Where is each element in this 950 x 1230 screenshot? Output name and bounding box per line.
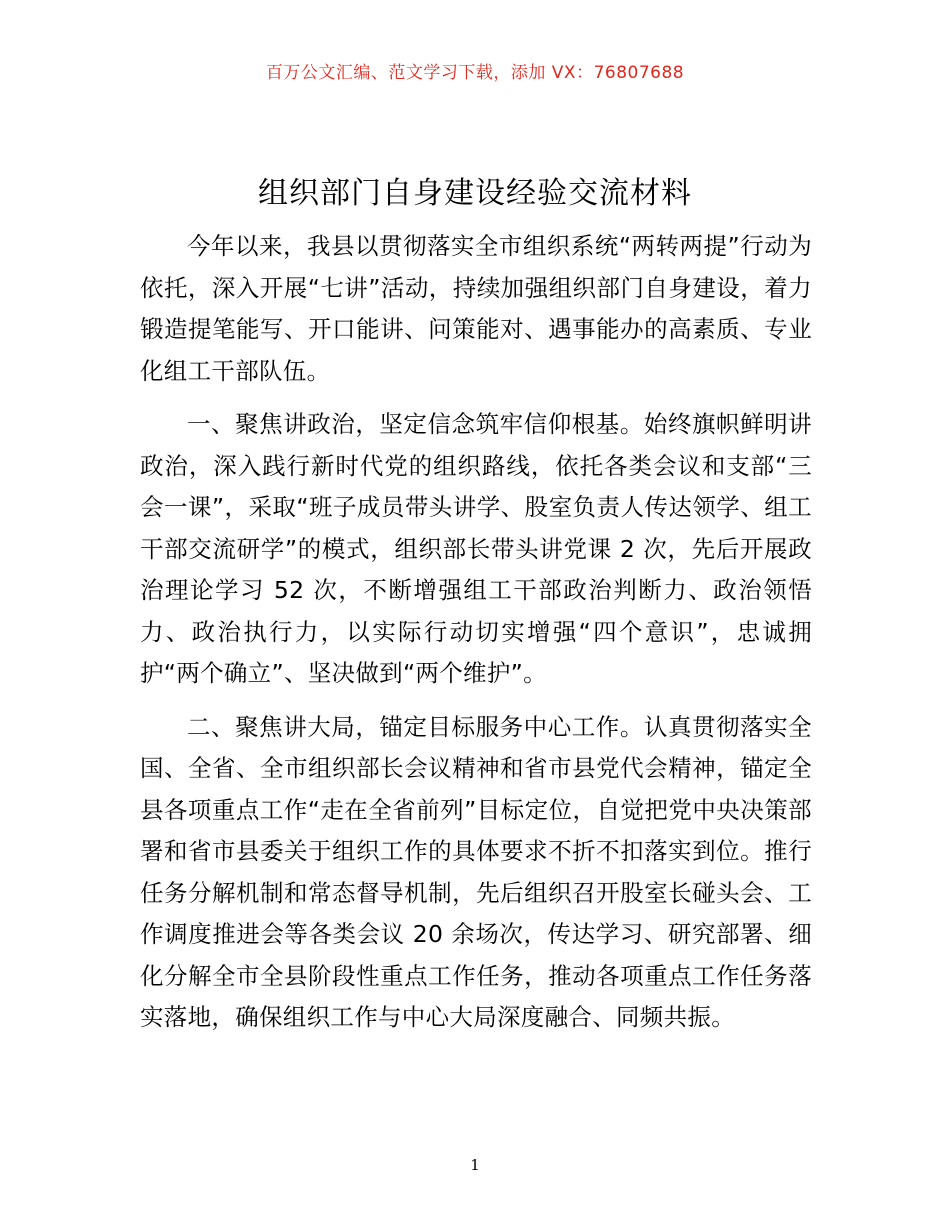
paragraph-section-1: 一、聚焦讲政治，坚定信念筑牢信仰根基。始终旗帜鲜明讲政治，深入践行新时代党的组织路线，依托各类会议和支部“三会一课”，采取“班子成员带头讲学、股室负责人传达领学、组工干部交流研学”的模式，组织部长带头讲党课 2 次，先后开展政治理论学习 52 次，不断增强组工干部政治判断力、政治领悟力、政治执行力，以实际行动切实增强“四个意识”，忠诚拥护“两个确立”、坚决做到“两个维护”。 <box>140 410 812 687</box>
document-body <box>140 226 812 1051</box>
page-number: 1 <box>470 1156 480 1174</box>
paragraph-section-2: 二、聚焦讲大局，锚定目标服务中心工作。认真贯彻落实全国、全省、全市组织部长会议精神和省市县党代会精神，锚定全县各项重点工作“走在全省前列”目标定位，自觉把党中央决策部署和省市县委关于组织工作的具体要求不折不扣落实到位。推行任务分解机制和常态督导机制，先后组织召开股室长碰头会、工作调度推进会等各类会议 20 余场次，传达学习、研究部署、细化分解全市全县阶段性重点工作任务，推动各项重点工作任务落实落地，确保组织工作与中心大局深度融合、同频共振。 <box>140 712 812 1031</box>
promo-header: 百万公文汇编、范文学习下载，添加 VX：76807688 <box>265 63 685 83</box>
document-title: 组织部门自身建设经验交流材料 <box>258 176 692 211</box>
paragraph-intro: 今年以来，我县以贯彻落实全市组织系统“两转两提”行动为依托，深入开展“七讲”活动，持续加强组织部门自身建设，着力锻造提笔能写、开口能讲、问策能对、遇事能办的高素质、专业化组工干部队伍。 <box>140 232 812 385</box>
